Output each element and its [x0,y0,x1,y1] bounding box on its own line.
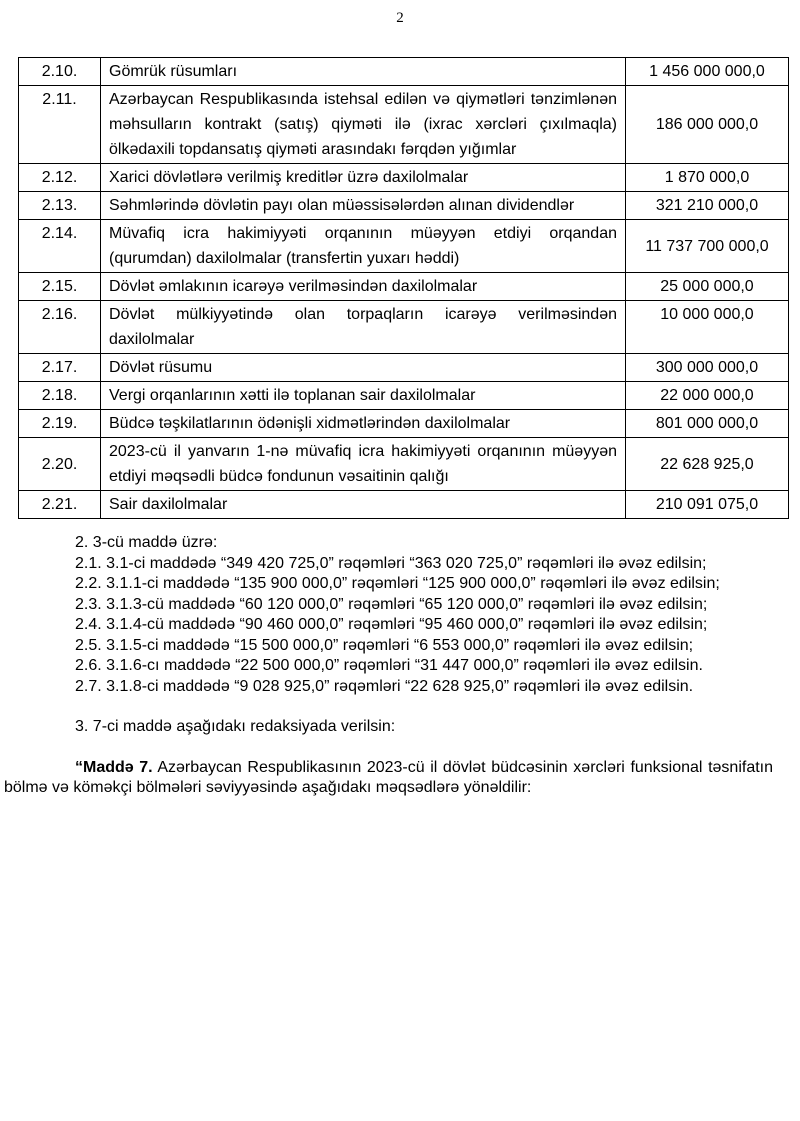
row-number-cell: 2.16. [19,301,101,354]
row-value-cell: 10 000 000,0 [626,301,789,354]
paragraph-amendment-item: 2.5. 3.1.5-ci maddədə “15 500 000,0” rəqəmləri “6 553 000,0” rəqəmləri ilə əvəz edilsin; [75,636,694,654]
row-value-cell: 11 737 700 000,0 [626,220,789,273]
paragraph-amendment-item: 2.6. 3.1.6-cı maddədə “22 500 000,0” rəqəmləri “31 447 000,0” rəqəmləri ilə əvəz edilsin. [75,657,703,674]
row-value-cell: 210 091 075,0 [626,491,789,519]
row-value-cell: 1 870 000,0 [626,164,789,192]
paragraph-amendments-intro: 2. 3-cü maddə üzrə: [75,534,218,551]
document-body-text [4,533,773,799]
table-row [19,410,789,438]
row-value-cell: 22 000 000,0 [626,382,789,410]
row-value-cell: 321 210 000,0 [626,192,789,220]
madde7-lead: “Maddə 7. [75,758,153,776]
table-row [19,354,789,382]
row-number-cell: 2.12. [19,164,101,192]
row-label-cell: Səhmlərində dövlətin payı olan müəssisələrdən alınan dividendlər [101,192,626,220]
row-value-cell: 1 456 000 000,0 [626,58,789,86]
row-label-cell: Dövlət rüsumu [101,354,626,382]
row-value-cell: 22 628 925,0 [626,438,789,491]
row-label-cell: Gömrük rüsumları [101,58,626,86]
budget-table-body [19,58,789,519]
row-label-cell: Azərbaycan Respublikasında istehsal edilən və qiymətləri tənzimlənən məhsulların kontrakt (satış) qiyməti ilə (ixrac xərcləri çıxılmaqla) ölkədaxili topdansatış qiyməti arasındakı fərqdən yığımlar [101,86,626,164]
table-row [19,86,789,164]
row-number-cell: 2.21. [19,491,101,519]
row-label-cell: Müvafiq icra hakimiyyəti orqanının müəyyən etdiyi orqandan (qurumdan) daxilolmalar (transfertin yuxarı həddi) [101,220,626,273]
row-number-cell: 2.18. [19,382,101,410]
table-row [19,192,789,220]
table-row [19,438,789,491]
paragraph-amendment-item: 2.7. 3.1.8-ci maddədə “9 028 925,0” rəqəmləri “22 628 925,0” rəqəmləri ilə əvəz edilsin. [75,677,694,695]
row-label-cell: 2023-cü il yanvarın 1-nə müvafiq icra hakimiyyəti orqanının müəyyən etdiyi məqsədli büdcə fondunun vəsaitinin qalığı [101,438,626,491]
row-number-cell: 2.15. [19,273,101,301]
row-value-cell: 186 000 000,0 [626,86,789,164]
row-value-cell: 25 000 000,0 [626,273,789,301]
table-row [19,273,789,301]
row-label-cell: Büdcə təşkilatlarının ödənişli xidmətlərindən daxilolmalar [101,410,626,438]
row-value-cell: 300 000 000,0 [626,354,789,382]
row-label-cell: Sair daxilolmalar [101,491,626,519]
row-value-cell: 801 000 000,0 [626,410,789,438]
row-label-cell: Xarici dövlətlərə verilmiş kreditlər üzrə daxilolmalar [101,164,626,192]
paragraph-amendment-item: 2.2. 3.1.1-ci maddədə “135 900 000,0” rəqəmləri “125 900 000,0” rəqəmləri ilə əvəz edilsin; [75,575,720,592]
table-row [19,220,789,273]
paragraph-madde7 [4,758,773,799]
row-number-cell: 2.11. [19,86,101,164]
madde7-body: Azərbaycan Respublikasının 2023-cü il dövlət büdcəsinin xərcləri funksional təsnifatın bölmə və köməkçi bölmələri səviyyəsində aşağıdakı məqsədlərə yönəldilir: [4,758,773,796]
paragraph-section3-intro: 3. 7-ci maddə aşağıdakı redaksiyada verilsin: [75,718,396,735]
paragraph-amendment-item: 2.4. 3.1.4-cü maddədə “90 460 000,0” rəqəmləri “95 460 000,0” rəqəmləri ilə əvəz edilsin; [75,616,708,633]
table-row [19,58,789,86]
table-row [19,301,789,354]
row-number-cell: 2.13. [19,192,101,220]
row-label-cell: Dövlət əmlakının icarəyə verilməsindən daxilolmalar [101,273,626,301]
row-number-cell: 2.10. [19,58,101,86]
table-row [19,164,789,192]
table-row [19,382,789,410]
table-row [19,491,789,519]
row-number-cell: 2.19. [19,410,101,438]
row-number-cell: 2.20. [19,438,101,491]
page-number: 2 [396,10,404,26]
budget-revenue-table [18,57,789,519]
row-label-cell: Dövlət mülkiyyətində olan torpaqların icarəyə verilməsindən daxilolmalar [101,301,626,354]
paragraph-amendment-item: 2.1. 3.1-ci maddədə “349 420 725,0” rəqəmləri “363 020 725,0” rəqəmləri ilə əvəz edilsin; [75,554,707,572]
row-number-cell: 2.17. [19,354,101,382]
paragraph-amendment-item: 2.3. 3.1.3-cü maddədə “60 120 000,0” rəqəmləri “65 120 000,0” rəqəmləri ilə əvəz edilsin; [75,595,708,613]
row-number-cell: 2.14. [19,220,101,273]
row-label-cell: Vergi orqanlarının xətti ilə toplanan sair daxilolmalar [101,382,626,410]
